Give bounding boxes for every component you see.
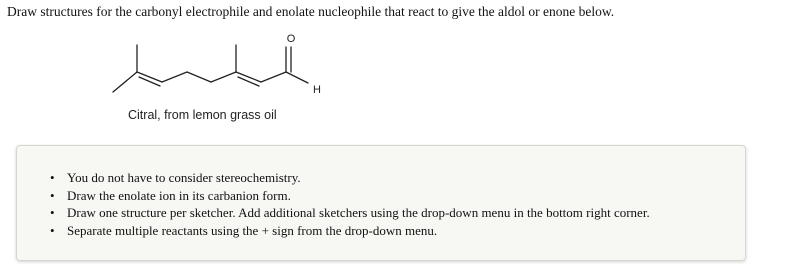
bullet-marker: • — [50, 222, 55, 238]
citral-structure — [105, 30, 335, 98]
methyl-bond-left — [113, 72, 137, 92]
instruction-item — [48, 187, 650, 205]
bullet-marker: • — [50, 170, 55, 185]
oxygen-atom-label: O — [286, 33, 296, 45]
double-bond-1-second-line — [139, 77, 160, 86]
instruction-text: Draw one structure per sketcher. Add additional sketchers using the drop-down menu in the bottom right corner. — [67, 205, 650, 220]
instruction-text: You do not have to consider stereochemistry. — [67, 170, 301, 185]
chain-bond-3 — [211, 72, 236, 82]
instructions-panel — [16, 145, 746, 261]
instruction-item — [48, 169, 650, 187]
chain-bond-4 — [261, 72, 286, 82]
aldehyde-ch-bond — [286, 72, 308, 83]
question-prompt: Draw structures for the carbonyl electrophile and enolate nucleophile that react to give the aldol or enone below. — [7, 4, 615, 19]
instructions-list — [48, 169, 650, 239]
bullet-marker: • — [50, 187, 55, 203]
bullet-marker: • — [50, 205, 55, 220]
skeletal-formula-drawing — [105, 30, 335, 98]
instruction-text: Draw the enolate ion in its carbanion form. — [67, 187, 291, 203]
double-bond-1 — [137, 72, 162, 82]
molecule-caption: Citral, from lemon grass oil — [128, 108, 277, 122]
chain-bond-2 — [187, 72, 211, 82]
hydrogen-atom-label: H — [313, 84, 321, 96]
double-bond-2-second-line — [238, 77, 259, 86]
instruction-item — [48, 204, 650, 222]
double-bond-2 — [236, 72, 261, 82]
instruction-text: Separate multiple reactants using the + sign from the drop-down menu. — [67, 222, 438, 238]
chain-bond-1 — [162, 72, 187, 82]
instruction-item — [48, 222, 650, 240]
